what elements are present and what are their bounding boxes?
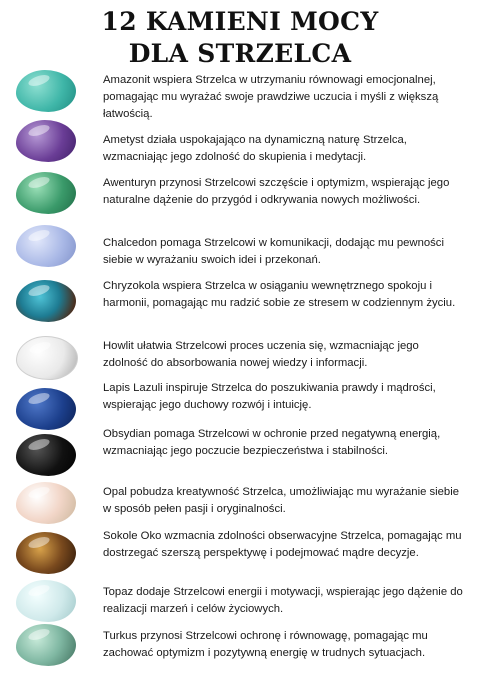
list-item (0, 528, 480, 578)
amazonite-stone-icon (16, 70, 76, 112)
list-item (0, 480, 480, 530)
chrysocolla-stone-icon (16, 280, 76, 322)
stone-description: Topaz dodaje Strzelcowi energii i motywacji, wspierając jego dążenie do realizacji marzeń i celów życiowych. (103, 586, 463, 615)
howlite-stone-icon (16, 336, 78, 380)
list-item (0, 278, 480, 328)
list-item (0, 430, 480, 480)
stone-description: Ametyst działa uspokajająco na dynamiczną naturę Strzelca, wzmacniając jego zdolność do skupienia i medytacji. (103, 134, 407, 163)
stone-description: Howlit ułatwia Strzelcowi proces uczenia się, wzmacniając jego zdolność do absorbowania nowej wiedzy i informacji. (103, 340, 419, 369)
stone-description: Sokole Oko wzmacnia zdolności obserwacyjne Strzelca, pomagając mu dostrzegać szerszą perspektywę i podejmować mądre decyzje. (103, 530, 462, 559)
obsidian-stone-icon (16, 434, 76, 476)
list-item (0, 380, 480, 430)
list-item (0, 120, 480, 170)
amethyst-stone-icon (16, 120, 76, 162)
stone-description: Obsydian pomaga Strzelcowi w ochronie przed negatywną energią, wzmacniając jego poczucie bezpieczeństwa i stabilności. (103, 428, 441, 457)
list-item (0, 225, 480, 275)
opal-stone-icon (16, 482, 76, 524)
stone-description: Turkus przynosi Strzelcowi ochronę i równowagę, pomagając mu zachować optymizm i pozytywną energię w trudnych sytuacjach. (103, 630, 428, 659)
aventurine-stone-icon (16, 172, 76, 214)
stone-description: Amazonit wspiera Strzelca w utrzymaniu równowagi emocjonalnej, pomagając mu wyrażać swoje prawdziwe uczucia i myśli z większą łatwością. (103, 74, 439, 120)
list-item (0, 580, 480, 630)
stone-description: Chalcedon pomaga Strzelcowi w komunikacji, dodając mu pewności siebie w wyrażaniu swoich idei i przekonań. (103, 237, 444, 266)
list-item (0, 624, 480, 674)
topaz-stone-icon (16, 580, 76, 622)
stone-description: Chryzokola wspiera Strzelca w osiąganiu wewnętrznego spokoju i harmonii, pomagając mu radzić sobie ze stresem w codziennym życiu. (103, 280, 456, 309)
list-item (0, 68, 480, 118)
list-item (0, 170, 480, 220)
turquoise-stone-icon (16, 624, 76, 666)
lapis-lazuli-stone-icon (16, 388, 76, 430)
tigers-eye-stone-icon (16, 532, 76, 574)
stone-description: Lapis Lazuli inspiruje Strzelca do poszukiwania prawdy i mądrości, wspierając jego duchowy rozwój i intuicję. (103, 382, 436, 411)
title-line-2: DLA STRZELCA (128, 39, 352, 68)
stone-description: Awenturyn przynosi Strzelcowi szczęście i optymizm, wspierając jego naturalne dążenie do przygód i odkrywania nowych możliwości. (103, 177, 450, 206)
chalcedony-stone-icon (16, 225, 76, 267)
title-line-1: 12 KAMIENI MOCY (101, 7, 379, 36)
page-title (0, 6, 480, 70)
stone-description: Opal pobudza kreatywność Strzelca, umożliwiając mu wyrażanie siebie w sposób pełen pasji i oryginalności. (103, 486, 460, 515)
list-item (0, 334, 480, 384)
